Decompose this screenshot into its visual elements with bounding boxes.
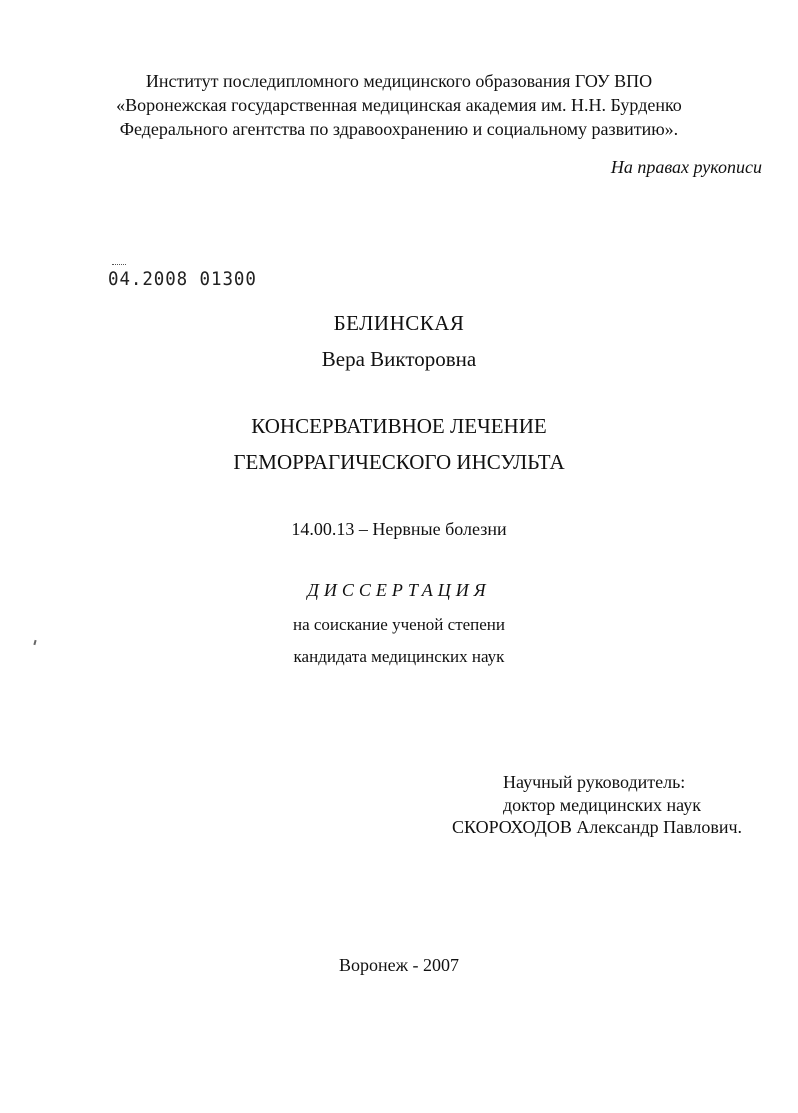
- institute-line-3: Федерального агентства по здравоохранению и социальному развитию».: [119, 119, 679, 139]
- thesis-title-line-2: ГЕМОРРАГИЧЕСКОГО ИНСУЛЬТА: [233, 450, 565, 474]
- degree-purpose-line-2: кандидата медицинских наук: [293, 647, 505, 666]
- archive-stamp-number: 04.2008 01300: [108, 268, 257, 290]
- stamp-mark: [112, 264, 126, 266]
- supervisor-degree: доктор медицинских наук: [503, 795, 701, 815]
- author-surname: БЕЛИНСКАЯ: [333, 311, 465, 335]
- supervisor-label: Научный руководитель:: [503, 772, 686, 792]
- city-year: Воронеж - 2007: [338, 955, 460, 975]
- scan-speck: [33, 640, 36, 645]
- degree-purpose-line-1: на соискание ученой степени: [292, 615, 506, 634]
- author-given-names: Вера Викторовна: [321, 347, 477, 371]
- institute-line-1: Институт последипломного медицинского образования ГОУ ВПО: [145, 71, 653, 91]
- specialty-code: 14.00.13 – Нервные болезни: [291, 519, 507, 539]
- supervisor-name: СКОРОХОДОВ Александр Павлович.: [452, 817, 743, 837]
- institute-line-2: «Воронежская государственная медицинская академия им. Н.Н. Бурденко: [116, 95, 682, 115]
- manuscript-note: На правах рукописи: [610, 157, 762, 177]
- thesis-title-line-1: КОНСЕРВАТИВНОЕ ЛЕЧЕНИЕ: [251, 414, 547, 438]
- work-type-label: ДИССЕРТАЦИЯ: [307, 580, 491, 600]
